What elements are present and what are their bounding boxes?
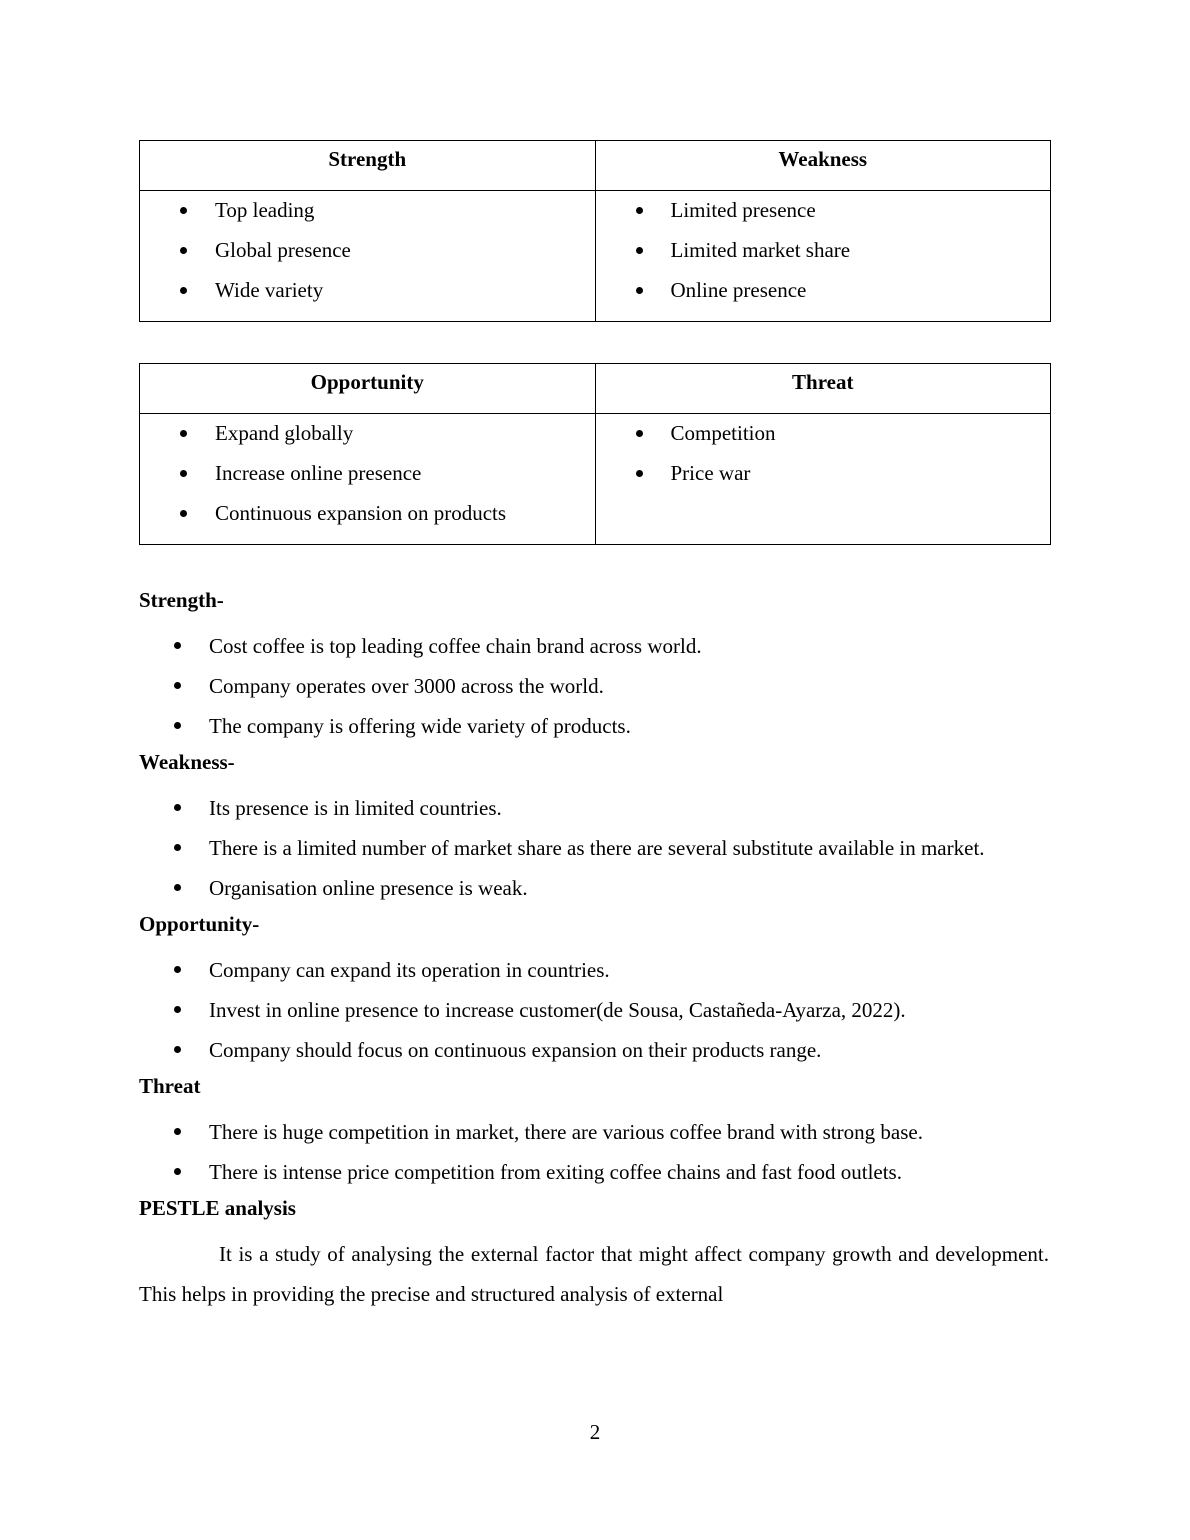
- bullet-icon: [636, 207, 643, 214]
- list-item-text: Online presence: [670, 278, 807, 302]
- list-item-text: The company is offering wide variety of products.: [209, 714, 631, 738]
- opportunity-cell: [140, 414, 596, 545]
- list-item-text: Limited market share: [670, 238, 851, 262]
- list-item: [139, 626, 1049, 666]
- bullet-icon: [636, 287, 643, 294]
- list-item: [140, 235, 595, 275]
- weakness-cell: [595, 191, 1051, 322]
- list-item: [596, 458, 1051, 498]
- bullet-icon: [180, 247, 187, 254]
- threat-list: [139, 1112, 1049, 1192]
- list-item-text: Global presence: [215, 238, 351, 262]
- bullet-icon: [174, 1046, 181, 1053]
- bullet-icon: [180, 510, 187, 517]
- bullet-icon: [174, 804, 181, 811]
- bullet-icon: [180, 470, 187, 477]
- bullet-icon: [636, 430, 643, 437]
- bullet-icon: [174, 1168, 181, 1175]
- list-item-text: Company should focus on continuous expansion on their products range.: [209, 1038, 822, 1062]
- list-item-text: Invest in online presence to increase customer(de Sousa, Castañeda-Ayarza, 2022).: [209, 998, 906, 1022]
- list-item: [139, 788, 1049, 828]
- list-item-text: Competition: [670, 421, 776, 445]
- bullet-icon: [174, 844, 181, 851]
- list-item-text: Its presence is in limited countries.: [209, 796, 502, 820]
- list-item: [596, 275, 1051, 315]
- list-item: [140, 418, 595, 458]
- opportunity-list: [139, 950, 1049, 1070]
- swot-table-strength-weakness: [139, 140, 1051, 322]
- list-item: [140, 458, 595, 498]
- bullet-icon: [174, 642, 181, 649]
- list-item: [596, 418, 1051, 458]
- list-item-text: There is a limited number of market share as there are several substitute available in market.: [209, 836, 985, 860]
- list-item-text: There is intense price competition from exiting coffee chains and fast food outlets.: [209, 1160, 902, 1184]
- list-item-text: Continuous expansion on products: [215, 501, 507, 525]
- bullet-icon: [174, 1006, 181, 1013]
- weakness-list: [139, 788, 1049, 908]
- list-item: [139, 666, 1049, 706]
- bullet-icon: [180, 430, 187, 437]
- list-item: [140, 275, 595, 315]
- list-item: [139, 1152, 1049, 1192]
- list-item-text: Price war: [670, 461, 751, 485]
- list-item: [596, 195, 1051, 235]
- section-heading-weakness: Weakness-: [139, 750, 235, 774]
- list-item-text: Top leading: [215, 198, 315, 222]
- list-item-text: Expand globally: [215, 421, 354, 445]
- list-item-text: There is huge competition in market, there are various coffee brand with strong base.: [209, 1120, 923, 1144]
- section-heading-strength: Strength-: [139, 588, 224, 612]
- list-item: [139, 868, 1049, 908]
- bullet-icon: [180, 207, 187, 214]
- bullet-icon: [174, 722, 181, 729]
- bullet-icon: [636, 470, 643, 477]
- list-item: [139, 1030, 1049, 1070]
- table-header-threat: Threat: [595, 364, 1051, 414]
- bullet-icon: [174, 682, 181, 689]
- list-item-text: Wide variety: [215, 278, 324, 302]
- bullet-icon: [174, 1128, 181, 1135]
- list-item: [139, 950, 1049, 990]
- table-header-opportunity: Opportunity: [140, 364, 596, 414]
- page-number: 2: [589, 1420, 601, 1444]
- list-item-text: Increase online presence: [215, 461, 422, 485]
- list-item-text: Company can expand its operation in countries.: [209, 958, 610, 982]
- bullet-icon: [180, 287, 187, 294]
- list-item: [139, 706, 1049, 746]
- list-item: [139, 990, 1049, 1030]
- list-item: [139, 1112, 1049, 1152]
- list-item: [596, 235, 1051, 275]
- table-header-weakness: Weakness: [595, 141, 1051, 191]
- list-item: [139, 828, 1049, 868]
- bullet-icon: [636, 247, 643, 254]
- section-heading-pestle: PESTLE analysis: [139, 1196, 296, 1220]
- list-item-text: Organisation online presence is weak.: [209, 876, 528, 900]
- section-heading-opportunity: Opportunity-: [139, 912, 260, 936]
- bullet-icon: [174, 966, 181, 973]
- list-item: [140, 498, 595, 538]
- list-item-text: Cost coffee is top leading coffee chain brand across world.: [209, 634, 702, 658]
- bullet-icon: [174, 884, 181, 891]
- table-header-strength: Strength: [140, 141, 596, 191]
- document-body: [139, 586, 1049, 1314]
- swot-table-opportunity-threat: [139, 363, 1051, 545]
- list-item-text: Company operates over 3000 across the world.: [209, 674, 604, 698]
- strength-cell: [140, 191, 596, 322]
- pestle-paragraph: It is a study of analysing the external factor that might affect company growth and development. This helps in providing the precise and structured analysis of external: [139, 1242, 1049, 1306]
- section-heading-threat: Threat: [139, 1074, 201, 1098]
- strength-list: [139, 626, 1049, 746]
- list-item-text: Limited presence: [670, 198, 816, 222]
- threat-cell: [595, 414, 1051, 545]
- list-item: [140, 195, 595, 235]
